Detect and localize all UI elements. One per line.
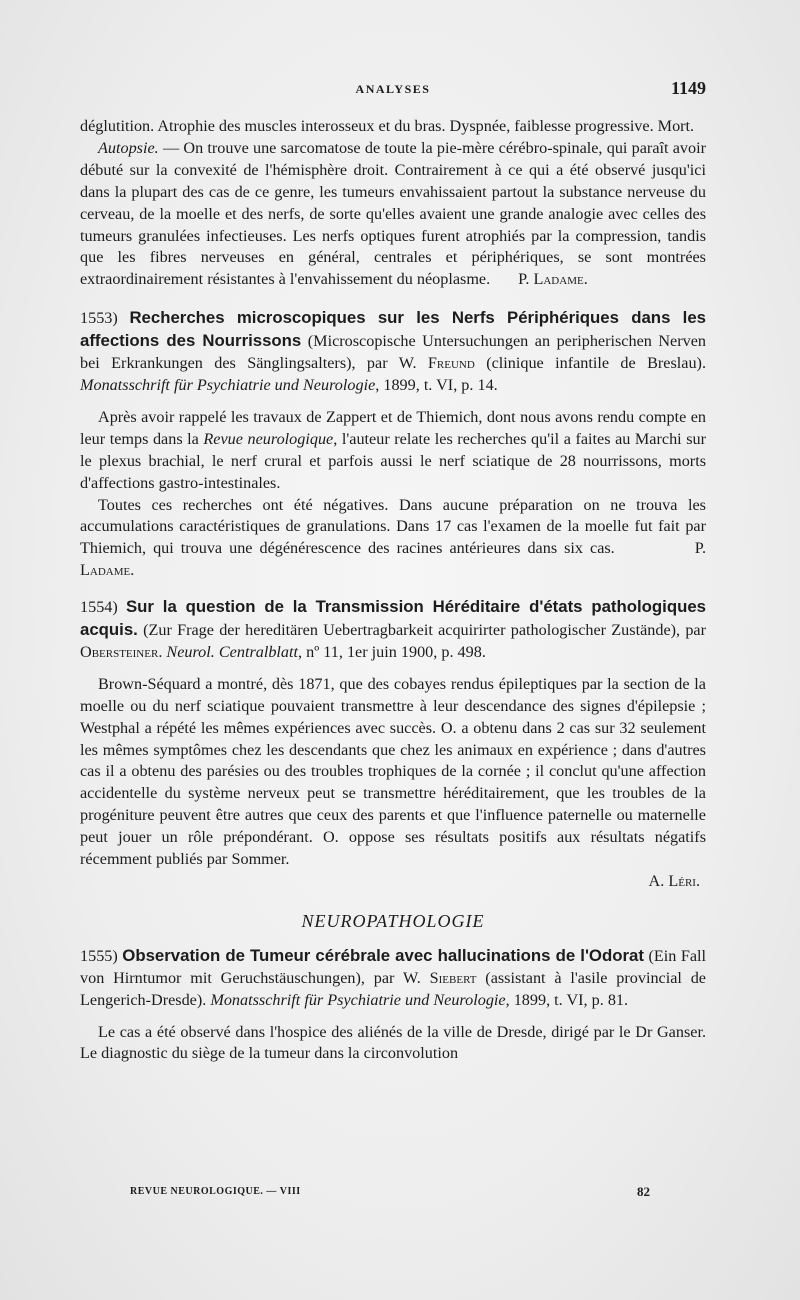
entry-title: Recherches microscopiques sur les Nerfs Périphériques dans les affections des Nourrissons	[80, 308, 707, 351]
entry-author: Obersteiner	[80, 642, 159, 661]
entry-1555	[80, 945, 706, 1066]
paragraph-text: Après avoir rappelé les travaux de Zappert et de Thiemich, dont nous avons rendu compte en leur temps dans la	[80, 407, 706, 448]
journal-name: Revue neurologique	[203, 429, 334, 448]
entry-ref: (Zur Frage der hereditären Uebertragbarkeit acquirirter pathologischer Zustände), par	[137, 621, 706, 640]
entry-ref: , 1899, t. VI, p. 14.	[375, 375, 498, 394]
page-body	[80, 116, 706, 1065]
entry-ref: .	[158, 642, 167, 661]
entry-journal: Monatsschrift für Psychiatrie und Neurologie	[80, 375, 376, 394]
entry-ref: , 1899, t. VI, p. 81.	[505, 990, 629, 1009]
section-title: NEUROPATHOLOGIE	[301, 910, 485, 931]
entry-ref: (assistant à l'asile provincial de Lengerich-Dresde).	[80, 968, 706, 1009]
intro-paragraph-2	[80, 138, 706, 291]
entry-ref: (clinique infantile de Breslau).	[474, 354, 706, 373]
page-footer	[130, 1186, 650, 1204]
entry-number: 1554)	[80, 598, 118, 617]
entry-title: Sur la question de la Transmission Héréditaire d'états pathologiques acquis.	[80, 597, 706, 640]
paragraph-text: , l'auteur relate les recherches qu'il a faites au Marchi sur le plexus brachial, le nerf crural et parfois aussi le nerf sciatique de 28 nourrissons, morts d'affections gastro-intestinales.	[80, 429, 706, 492]
intro-signature: P. Ladame.	[518, 270, 588, 289]
entry-journal: Monatsschrift für Psychiatrie und Neurologie	[210, 990, 506, 1009]
entry-author: Siebert	[429, 968, 477, 987]
entry-paragraph: Brown-Séquard a montré, dès 1871, que des cobayes rendus épileptiques par la section de la moelle ou du nerf sciatique pouvaient transmettre à leur descendance des signes d'épilepsie ; Westphal a répété les mêmes expériences avec succès. O. a obtenu dans 2 cas sur 32 seulement les mêmes symptômes chez les descendants que chez les animaux en expérience ; dans d'autres cas il a obtenu des parésies ou des troubles trophiques de la cornée ; il conclut qu'une affection accidentelle du système nerveux peut se transmettre héréditairement, que les troubles de la progéniture peuvent être autres que ceux des parents et que l'influence paternelle ou maternelle peut jouer un rôle prépondérant. O. oppose ses résultats positifs aux résultats négatifs récemment publiés par Sommer.	[80, 674, 706, 869]
entry-paragraph	[80, 407, 706, 495]
entry-1555-heading	[80, 945, 706, 1012]
autopsie-label: Autopsie.	[98, 138, 159, 157]
entry-title: Observation de Tumeur cérébrale avec hallucinations de l'Odorat	[122, 945, 644, 965]
running-head: ANALYSES	[355, 82, 431, 96]
entry-signature: P. Ladame.	[80, 539, 706, 580]
footer-signature-mark: 82	[637, 1184, 650, 1199]
entry-journal: Neurol. Centralblatt	[166, 642, 299, 661]
page-header	[80, 78, 706, 104]
entry-1553-heading	[80, 307, 706, 397]
entry-author: Freund	[427, 354, 475, 373]
entry-paragraph	[80, 495, 706, 583]
entry-1554-heading	[80, 596, 706, 664]
paragraph-text: Toutes ces recherches ont été négatives. Dans aucune préparation on ne trouva les accumulations caractéristiques de granulations. Dans 17 cas l'examen de la moelle fut fait par Thiemich, qui trouva une dégénérescence des racines antérieures dans six cas.	[80, 495, 706, 558]
entry-1554	[80, 596, 706, 893]
entry-paragraph: Le cas a été observé dans l'hospice des aliénés de la ville de Dresde, dirigé par le Dr Ganser. Le diagnostic du siège de la tumeur dans la circonvolution	[80, 1022, 706, 1063]
entry-number: 1553)	[80, 309, 118, 328]
intro-paragraph-1: déglutition. Atrophie des muscles interosseux et du bras. Dyspnée, faiblesse progressive. Mort.	[80, 117, 695, 135]
entry-ref: , nº 11, 1er juin 1900, p. 498.	[298, 642, 486, 661]
autopsie-text: — On trouve une sarcomatose de toute la pie-mère cérébro-spinale, qui paraît avoir débuté sur la convexité de l'hémisphère droit. Contrairement à ce qui a été observé jusqu'ici dans la plupart des cas de ce genre, les tumeurs envahissaient partout la substance nerveuse du cerveau, de la moelle et des nerfs, de sorte qu'elles avaient une grande analogie avec celles des tumeurs granulées infectieuses. Les nerfs optiques furent atrophiés par la compression, tandis que les fibres nerveuses en général, centrales et périphériques, se sont montrées extraordinairement résistantes à l'envahissement du néoplasme.	[80, 138, 706, 289]
entry-1553	[80, 307, 706, 582]
page-number: 1149	[670, 78, 706, 98]
entry-ref: (Microscopische Untersuchungen an peripherischen Nerven bei Erkrankungen des Sänglingsalters), par W.	[80, 332, 706, 373]
entry-number: 1555)	[80, 946, 118, 965]
footer-journal: REVUE NEUROLOGIQUE. — VIII	[130, 1186, 301, 1197]
entry-signature: A. Léri.	[648, 872, 700, 890]
entry-ref: (Ein Fall von Hirntumor mit Geruchstäuschungen), par W.	[80, 946, 707, 987]
